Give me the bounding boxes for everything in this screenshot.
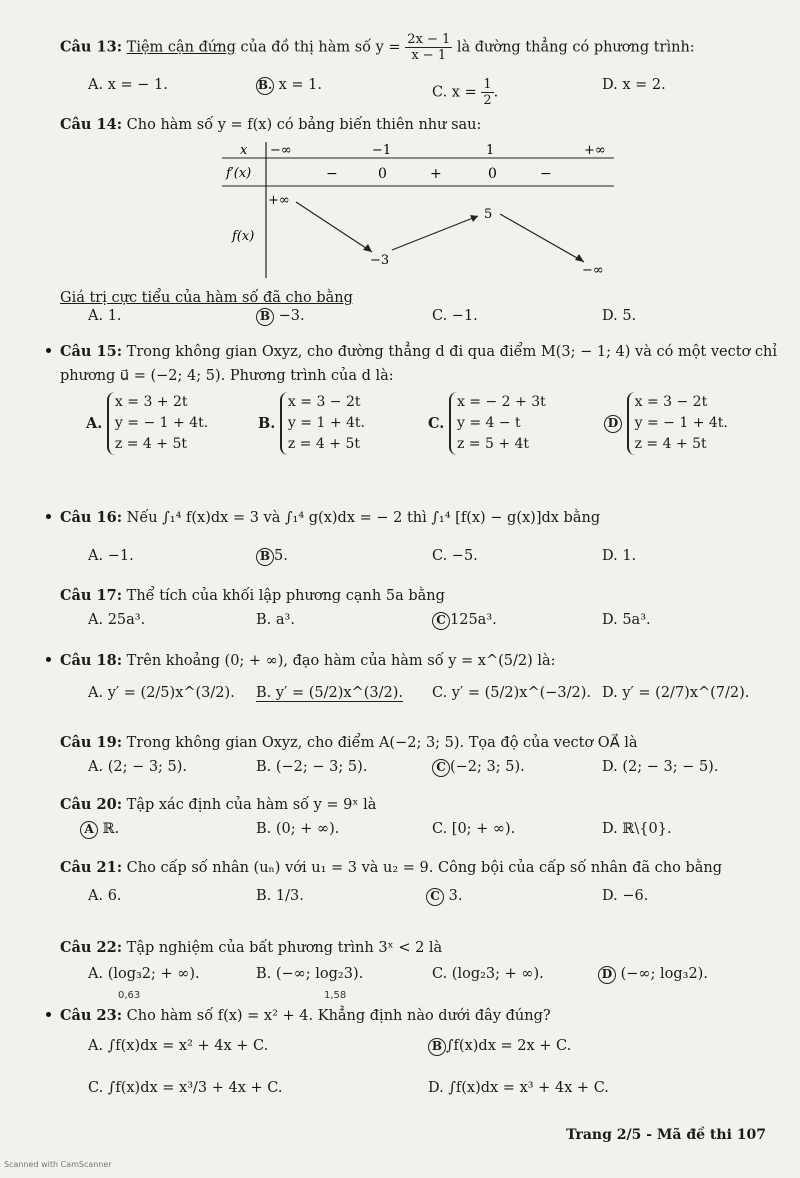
option-d[interactable]: D. y′ = (2/7)x^(7/2). <box>602 685 750 701</box>
option-a[interactable]: A. 6. <box>88 888 122 904</box>
option-d[interactable]: D. x = 2. <box>602 77 666 93</box>
question-20 <box>60 795 760 845</box>
option-c[interactable] <box>432 759 525 777</box>
option-c[interactable]: C. −1. <box>432 308 478 324</box>
option-d[interactable]: D. −6. <box>602 888 649 904</box>
option-c[interactable] <box>432 77 498 108</box>
question-16-label: Câu 16: <box>60 509 123 526</box>
option-d[interactable]: D. ∫f(x)dx = x³ + 4x + C. <box>428 1080 609 1096</box>
table-sign: 0 <box>488 166 497 182</box>
answer-circle: B <box>256 308 274 326</box>
question-20-options <box>60 821 760 845</box>
option-b-text: −3. <box>278 308 305 324</box>
option-a[interactable]: A. (2; − 3; 5). <box>88 759 188 775</box>
eq-line: z = 4 + 5t <box>634 436 707 452</box>
eq-line: z = 4 + 5t <box>114 436 187 452</box>
handwritten-note-b: 1,58 <box>324 990 347 1001</box>
question-17 <box>60 586 760 636</box>
option-a[interactable] <box>80 821 119 839</box>
table-sign: 0 <box>378 166 387 182</box>
question-21-text: Cho cấp số nhân (uₙ) với u₁ = 3 và u₂ = 9. Công bội của cấp số nhân đã cho bằng <box>122 860 722 876</box>
answer-circle: B <box>428 1038 446 1056</box>
eq-line: y = − 1 + 4t. <box>114 415 209 431</box>
option-a[interactable]: A. 1. <box>88 308 122 324</box>
option-b-text: 5. <box>274 548 288 564</box>
question-17-text: Thể tích của khối lập phương cạnh 5a bằng <box>122 588 445 604</box>
bullet-mark <box>46 657 51 662</box>
question-20-stem <box>60 795 760 815</box>
eq-line: y = − 1 + 4t. <box>634 415 728 431</box>
option-b[interactable]: B. (0; + ∞). <box>256 821 340 837</box>
option-b[interactable]: B. 1/3. <box>256 888 304 904</box>
question-13-text-b: của đồ thị hàm số y = <box>235 39 406 56</box>
option-c[interactable]: C. (log₂3; + ∞). <box>432 966 544 982</box>
option-d-text: (−∞; log₃2). <box>620 966 708 982</box>
eq-line: x = 3 − 2t <box>287 394 361 410</box>
answer-circle: D <box>598 966 616 984</box>
question-21-stem <box>60 858 760 878</box>
option-d[interactable]: D. 1. <box>602 548 637 564</box>
option-a[interactable] <box>86 392 208 455</box>
question-13 <box>60 32 760 108</box>
question-16 <box>60 508 760 572</box>
table-f-value: +∞ <box>268 193 290 208</box>
question-19-label: Câu 19: <box>60 734 123 751</box>
eq-line: y = 1 + 4t. <box>287 415 365 431</box>
question-14-options <box>60 308 760 332</box>
table-f-value: −3 <box>370 253 390 268</box>
option-b[interactable] <box>256 308 305 326</box>
table-f-value: −∞ <box>582 263 604 278</box>
question-14-text: Cho hàm số y = f(x) có bảng biến thiên như sau: <box>122 117 482 133</box>
table-sign: − <box>326 166 338 182</box>
option-label: A. <box>86 415 103 432</box>
answer-circle: A <box>80 821 98 839</box>
arrow-up <box>392 216 478 250</box>
table-sign: + <box>430 166 442 182</box>
question-13-options <box>60 77 760 108</box>
option-c[interactable]: C. [0; + ∞). <box>432 821 516 837</box>
question-22 <box>60 938 760 1001</box>
bullet-mark <box>46 1012 51 1017</box>
option-a[interactable]: A. y′ = (2/5)x^(3/2). <box>88 685 235 701</box>
answer-circle: B <box>256 548 274 566</box>
answer-circle: B. <box>256 77 274 95</box>
question-19-text: Trong không gian Oxyz, cho điểm A(−2; 3; 5). Tọa độ của vectơ OA⃗ là <box>122 735 638 751</box>
question-23-options-row2 <box>60 1080 760 1104</box>
answer-circle: C <box>432 759 450 777</box>
question-23-label: Câu 23: <box>60 1007 123 1024</box>
question-16-options <box>60 548 760 572</box>
option-b[interactable]: B. (−2; − 3; 5). <box>256 759 368 775</box>
option-b[interactable]: B. a³. <box>256 612 295 628</box>
option-c[interactable] <box>432 612 497 630</box>
question-15-line1 <box>60 342 778 362</box>
question-16-stem <box>60 508 760 528</box>
option-b[interactable] <box>428 1038 571 1056</box>
question-14 <box>60 115 760 135</box>
question-18-stem <box>60 651 760 671</box>
question-20-text: Tập xác định của hàm số y = 9ˣ là <box>122 797 377 813</box>
option-a[interactable]: A. x = − 1. <box>88 77 168 93</box>
table-fp-label: f′(x) <box>226 166 252 181</box>
question-18-label: Câu 18: <box>60 652 123 669</box>
arrow-down-1 <box>296 202 372 252</box>
question-18 <box>60 651 760 709</box>
question-23-text: Cho hàm số f(x) = x² + 4. Khẳng định nào dưới đây đúng? <box>122 1008 551 1024</box>
question-14-question-text: Giá trị cực tiểu của hàm số đã cho bằng <box>60 290 353 306</box>
table-x-value: 1 <box>486 143 495 158</box>
bullet-mark <box>46 348 51 353</box>
option-b[interactable] <box>256 77 322 95</box>
question-22-text: Tập nghiệm của bất phương trình 3ˣ < 2 là <box>122 940 443 956</box>
answer-circle: D <box>604 415 622 433</box>
option-label: B. <box>258 415 276 432</box>
option-d[interactable]: D. (2; − 3; − 5). <box>602 759 719 775</box>
question-23 <box>60 1006 760 1104</box>
table-f-value: 5 <box>484 207 493 222</box>
option-b[interactable]: B. (−∞; log₂3). <box>256 966 364 982</box>
question-17-options <box>60 612 760 636</box>
option-b-text: x = 1. <box>278 77 322 93</box>
arrow-head <box>575 254 584 262</box>
option-a-text: ℝ. <box>102 821 120 837</box>
question-20-label: Câu 20: <box>60 796 123 813</box>
question-16-text: Nếu ∫₁⁴ f(x)dx = 3 và ∫₁⁴ g(x)dx = − 2 thì ∫₁⁴ [f(x) − g(x)]dx bằng <box>122 510 601 526</box>
option-b[interactable] <box>258 392 365 455</box>
question-19 <box>60 733 760 783</box>
question-14-stem <box>60 115 760 135</box>
variation-table <box>222 142 614 278</box>
question-13-text-a: Tiệm cận đứng <box>126 39 236 56</box>
eq-line: x = 3 − 2t <box>634 394 708 410</box>
option-a[interactable]: A. −1. <box>88 548 134 564</box>
question-14-question <box>60 288 760 308</box>
option-c-text: 3. <box>448 888 463 904</box>
question-22-label: Câu 22: <box>60 939 123 956</box>
option-c[interactable] <box>428 392 546 455</box>
option-c-fraction <box>481 77 493 108</box>
option-label: C. <box>428 415 445 432</box>
question-15-line2: phương u⃗ = (−2; 4; 5). Phương trình của d là: <box>60 368 394 384</box>
answer-circle: C <box>426 888 444 906</box>
eq-line: y = 4 − t <box>456 415 521 431</box>
question-13-label: Câu 13: <box>60 38 123 56</box>
fraction-denominator: 2 <box>483 93 492 108</box>
question-21-label: Câu 21: <box>60 859 123 876</box>
question-14-ask <box>60 288 760 332</box>
eq-line: x = − 2 + 3t <box>456 394 546 410</box>
question-15 <box>60 342 778 468</box>
option-d[interactable]: D. ℝ\{0}. <box>602 821 672 837</box>
fraction-numerator: 2x − 1 <box>407 32 451 47</box>
option-c[interactable]: C. −5. <box>432 548 478 564</box>
option-c-period: . <box>493 84 499 101</box>
option-b[interactable] <box>256 548 288 566</box>
arrow-head <box>363 244 372 252</box>
question-15-label: Câu 15: <box>60 343 123 360</box>
question-19-stem <box>60 733 760 753</box>
table-x-label: x <box>240 143 248 158</box>
option-c[interactable] <box>426 888 462 906</box>
table-x-value: +∞ <box>584 143 606 158</box>
table-sign: − <box>540 166 552 182</box>
eq-line: z = 5 + 4t <box>456 436 530 452</box>
table-x-value: −1 <box>372 143 392 158</box>
handwritten-note-a: 0,63 <box>118 990 141 1001</box>
question-18-options <box>60 685 760 709</box>
option-c-text: (−2; 3; 5). <box>450 759 525 775</box>
option-d[interactable] <box>604 392 728 455</box>
question-15-text: Trong không gian Oxyz, cho đường thẳng d đi qua điểm M(3; − 1; 4) và có một vectơ chỉ <box>122 344 778 360</box>
table-f-label: f(x) <box>232 229 255 244</box>
question-21-options <box>60 888 760 912</box>
option-c[interactable]: C. ∫f(x)dx = x³/3 + 4x + C. <box>88 1080 283 1096</box>
question-13-fraction <box>405 32 452 63</box>
eq-line: z = 4 + 5t <box>287 436 360 452</box>
option-d[interactable]: D. 5a³. <box>602 612 651 628</box>
equation-system <box>107 392 208 455</box>
equation-system <box>627 392 728 455</box>
question-17-stem <box>60 586 760 606</box>
question-15-options <box>60 392 760 468</box>
question-18-text: Trên khoảng (0; + ∞), đạo hàm của hàm số y = x^(5/2) là: <box>122 653 556 669</box>
question-21 <box>60 858 760 912</box>
question-22-options <box>60 966 760 990</box>
question-19-options <box>60 759 760 783</box>
question-23-options-row1 <box>60 1038 760 1062</box>
equation-system <box>449 392 546 455</box>
option-c-text: 125a³. <box>450 612 497 628</box>
answer-circle: C <box>432 612 450 630</box>
fraction-numerator: 1 <box>483 77 492 92</box>
option-a[interactable]: A. 25a³. <box>88 612 146 628</box>
option-b-text: ∫f(x)dx = 2x + C. <box>446 1038 572 1054</box>
equation-system <box>280 392 365 455</box>
arrow-down-2 <box>500 214 584 262</box>
option-d[interactable] <box>598 966 708 984</box>
eq-line: x = 3 + 2t <box>114 394 188 410</box>
option-b[interactable]: B. y′ = (5/2)x^(3/2). <box>256 685 403 701</box>
question-17-label: Câu 17: <box>60 587 123 604</box>
fraction-denominator: x − 1 <box>411 48 447 63</box>
bullet-mark <box>46 514 51 519</box>
question-22-stem <box>60 938 760 958</box>
question-13-stem <box>60 32 760 63</box>
table-x-value: −∞ <box>270 143 292 158</box>
scanner-watermark: Scanned with CamScanner <box>4 1160 112 1169</box>
option-a[interactable]: A. ∫f(x)dx = x² + 4x + C. <box>88 1038 269 1054</box>
question-23-stem <box>60 1006 760 1026</box>
option-a[interactable]: A. (log₃2; + ∞). <box>88 966 200 982</box>
option-c-text: C. x = <box>432 84 482 101</box>
question-13-text-c: là đường thẳng có phương trình: <box>452 39 695 56</box>
option-d[interactable]: D. 5. <box>602 308 637 324</box>
page-footer: Trang 2/5 - Mã đề thi 107 <box>566 1127 766 1143</box>
option-c[interactable]: C. y′ = (5/2)x^(−3/2). <box>432 685 592 701</box>
question-14-label: Câu 14: <box>60 116 123 133</box>
